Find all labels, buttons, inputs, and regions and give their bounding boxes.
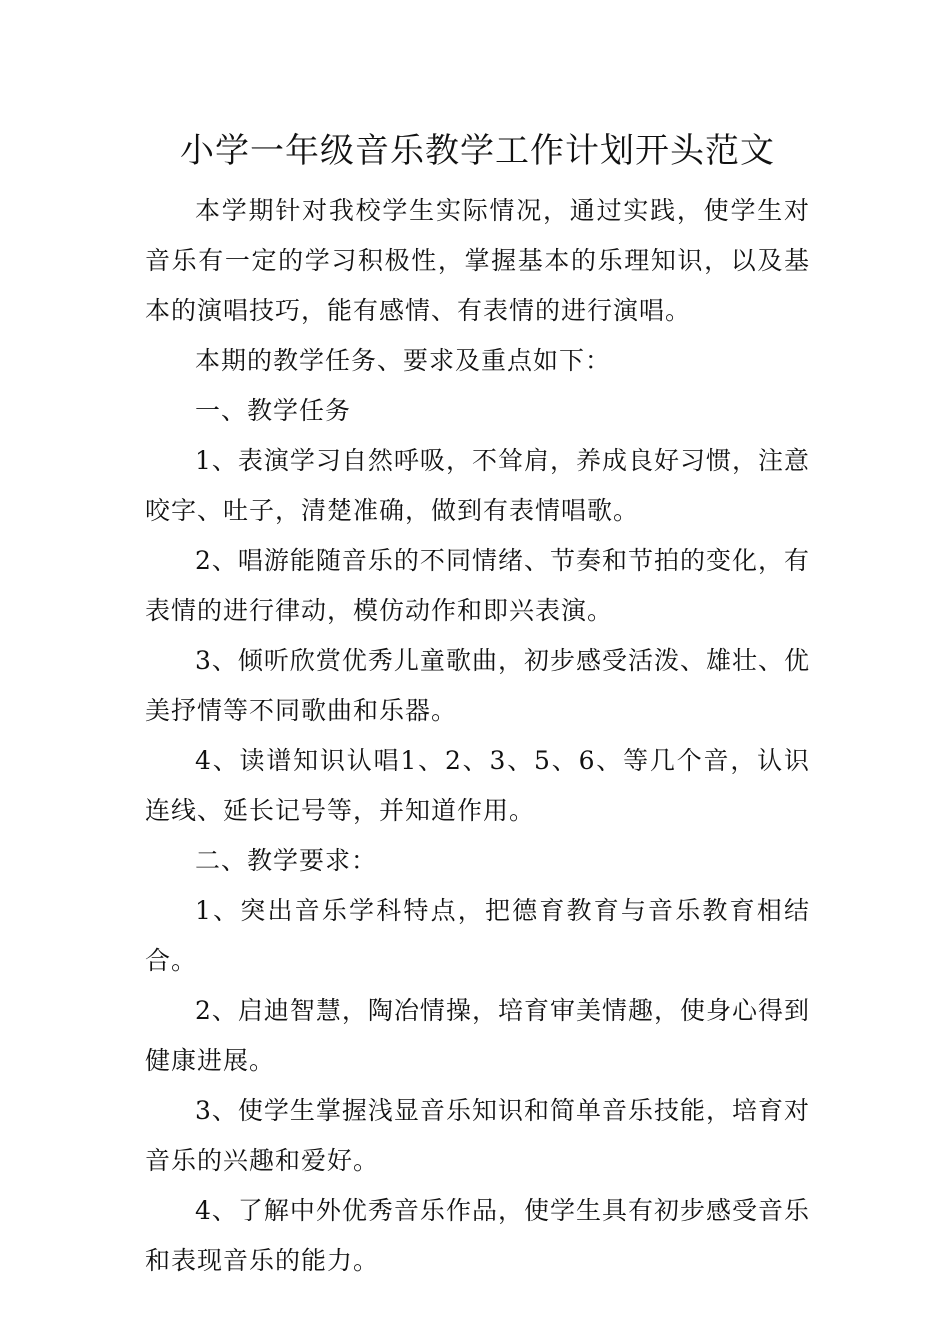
paragraph-overview: 本期的教学任务、要求及重点如下： xyxy=(195,346,612,375)
paragraph-requirement-2: 2、启迪智慧，陶冶情操，培育审美情趣，使身心得到健康进展。 xyxy=(145,996,810,1075)
document-title: 小学一年级音乐教学工作计划开头范文 xyxy=(180,131,775,171)
paragraph-requirement-4: 4、了解中外优秀音乐作品，使学生具有初步感受音乐和表现音乐的能力。 xyxy=(145,1196,810,1275)
section-heading-tasks: 一、教学任务 xyxy=(195,396,352,425)
paragraph-task-3: 3、倾听欣赏优秀儿童歌曲，初步感受活泼、雄壮、优美抒情等不同歌曲和乐器。 xyxy=(145,646,810,725)
paragraph-task-4: 4、读谱知识认唱1、2、3、5、6、等几个音，认识连线、延长记号等，并知道作用。 xyxy=(145,746,810,825)
paragraph-intro: 本学期针对我校学生实际情况，通过实践，使学生对音乐有一定的学习积极性，掌握基本的乐理知识，以及基本的演唱技巧，能有感情、有表情的进行演唱。 xyxy=(145,196,810,325)
section-heading-requirements: 二、教学要求： xyxy=(195,846,378,875)
paragraph-requirement-1: 1、突出音乐学科特点，把德育教育与音乐教育相结合。 xyxy=(145,896,810,975)
paragraph-task-1: 1、表演学习自然呼吸，不耸肩，养成良好习惯，注意咬字、吐子，清楚准确，做到有表情唱歌。 xyxy=(145,446,810,525)
paragraph-task-2: 2、唱游能随音乐的不同情绪、节奏和节拍的变化，有表情的进行律动，模仿动作和即兴表演。 xyxy=(145,546,810,625)
paragraph-requirement-3: 3、使学生掌握浅显音乐知识和简单音乐技能，培育对音乐的兴趣和爱好。 xyxy=(145,1096,810,1175)
